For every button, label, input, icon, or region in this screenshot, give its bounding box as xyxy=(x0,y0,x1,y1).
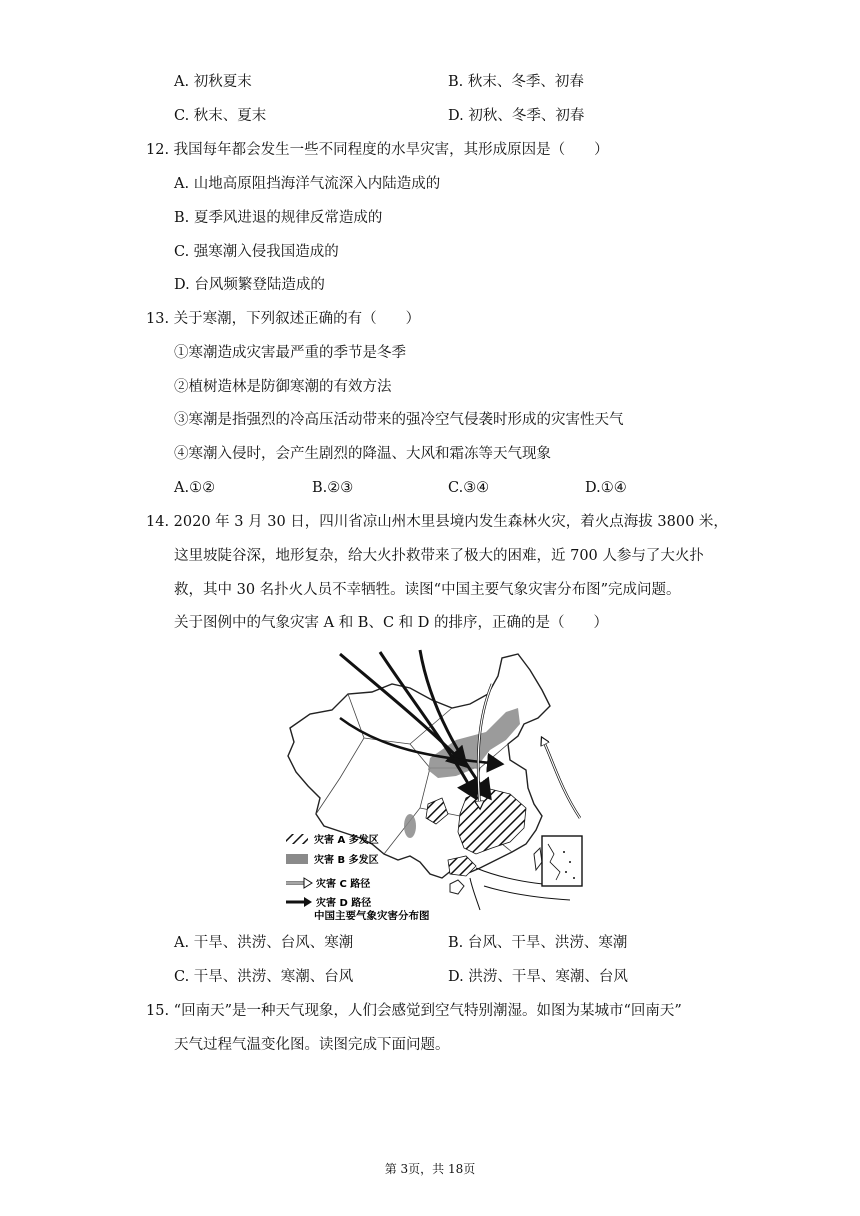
disaster-b-area-southwest xyxy=(404,814,416,838)
south-china-sea-inset xyxy=(542,836,582,886)
q12-option-b: B. 夏季风进退的规律反常造成的 xyxy=(174,210,383,226)
hainan-island xyxy=(450,880,464,894)
q14-stem-line-3: 救，其中 30 名扑火人员不幸牺牲。读图“中国主要气象灾害分布图”完成问题。 xyxy=(174,582,681,598)
q13-statement-3: ③寒潮是指强烈的冷高压活动带来的强冷空气侵袭时形成的灾害性天气 xyxy=(174,412,624,428)
q14-option-d: D. 洪涝、干旱、寒潮、台风 xyxy=(448,969,628,985)
q12-option-d: D. 台风频繁登陆造成的 xyxy=(174,277,325,293)
q11-option-c: C. 秋末、夏末 xyxy=(174,108,267,124)
q11-option-a: A. 初秋夏末 xyxy=(174,74,252,90)
china-weather-disaster-map xyxy=(280,648,600,920)
q12-option-c: C. 强寒潮入侵我国造成的 xyxy=(174,244,339,260)
q14-option-a: A. 干旱、洪涝、台风、寒潮 xyxy=(174,935,354,951)
q12-stem: 12. 我国每年都会发生一些不同程度的水旱灾害，其形成原因是（ ） xyxy=(146,142,609,158)
legend-disaster-b: 灾害 B 多发区 xyxy=(314,855,379,866)
q14-stem-line-2: 这里坡陡谷深，地形复杂，给大火扑救带来了极大的困难，近 700 人参与了大火扑 xyxy=(174,548,704,564)
q13-statement-2: ②植树造林是防御寒潮的有效方法 xyxy=(174,379,392,395)
legend-disaster-d: 灾害 D 路径 xyxy=(316,898,372,909)
q11-option-b: B. 秋末、冬季、初春 xyxy=(448,74,584,90)
q11-option-d: D. 初秋、冬季、初春 xyxy=(448,108,585,124)
q13-option-a: A.①② xyxy=(174,480,216,496)
legend-disaster-c: 灾害 C 路径 xyxy=(316,879,371,890)
q13-option-b: B.②③ xyxy=(312,480,354,496)
legend-disaster-a: 灾害 A 多发区 xyxy=(314,835,379,846)
q15-stem-line-1: 15. “回南天”是一种天气现象，人们会感觉到空气特别潮湿。如图为某城市“回南天” xyxy=(146,1003,682,1019)
q12-option-a: A. 山地高原阻挡海洋气流深入内陆造成的 xyxy=(174,176,441,192)
q14-stem-line-1: 14. 2020 年 3 月 30 日，四川省凉山州木里县境内发生森林火灾，着火点海拔 3800 米， xyxy=(146,514,728,530)
q13-option-d: D.①④ xyxy=(585,480,627,496)
map-svg xyxy=(280,648,600,920)
q13-statement-4: ④寒潮入侵时，会产生剧烈的降温、大风和霜冻等天气现象 xyxy=(174,446,551,462)
q14-option-c: C. 干旱、洪涝、寒潮、台风 xyxy=(174,969,354,985)
q13-stem: 13. 关于寒潮，下列叙述正确的有（ ） xyxy=(146,311,421,327)
q15-stem-line-2: 天气过程气温变化图。读图完成下面问题。 xyxy=(174,1037,450,1053)
taiwan-island xyxy=(534,848,542,870)
q14-option-b: B. 台风、干旱、洪涝、寒潮 xyxy=(448,935,628,951)
map-title: 中国主要气象灾害分布图 xyxy=(314,910,430,920)
q14-stem-line-4: 关于图例中的气象灾害 A 和 B、C 和 D 的排序，正确的是（ ） xyxy=(174,615,608,631)
map-legend xyxy=(286,833,379,909)
page-footer: 第 3页，共 18页 xyxy=(384,1162,476,1176)
q13-option-c: C.③④ xyxy=(448,480,490,496)
q13-statement-1: ①寒潮造成灾害最严重的季节是冬季 xyxy=(174,345,406,361)
